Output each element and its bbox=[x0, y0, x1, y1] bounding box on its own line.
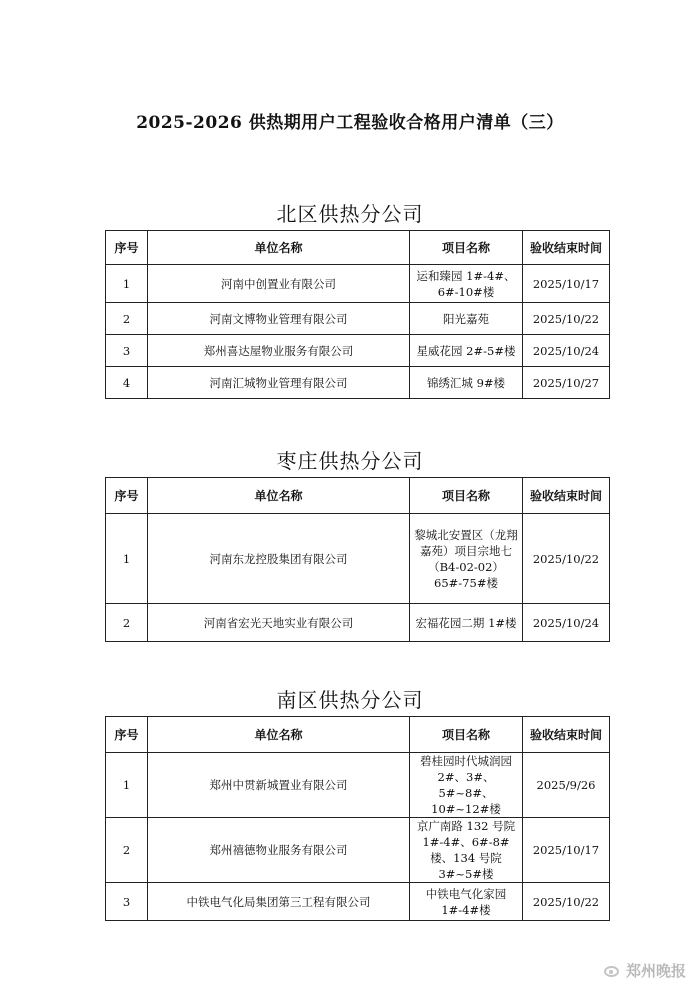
cell-date: 2025/10/17 bbox=[523, 818, 610, 883]
cell-unit: 河南汇城物业管理有限公司 bbox=[148, 367, 410, 399]
table-row bbox=[106, 335, 610, 367]
header-unit: 单位名称 bbox=[148, 478, 410, 514]
header-unit: 单位名称 bbox=[148, 717, 410, 753]
cell-project: 中铁电气化家园 1#-4#楼 bbox=[410, 883, 523, 921]
header-project: 项目名称 bbox=[410, 231, 523, 265]
cell-project: 京广南路 132 号院 1#-4#、6#-8#楼、134 号院 3#~5#楼 bbox=[410, 818, 523, 883]
cell-no: 4 bbox=[106, 367, 148, 399]
cell-no: 3 bbox=[106, 883, 148, 921]
cell-unit: 中铁电气化局集团第三工程有限公司 bbox=[148, 883, 410, 921]
cell-no: 1 bbox=[106, 514, 148, 604]
cell-no: 1 bbox=[106, 753, 148, 818]
table-header-row bbox=[106, 231, 610, 265]
header-unit: 单位名称 bbox=[148, 231, 410, 265]
table-south bbox=[105, 716, 610, 921]
section-title-north: 北区供热分公司 bbox=[276, 202, 424, 226]
table-row bbox=[106, 818, 610, 883]
table-row bbox=[106, 753, 610, 818]
weibo-icon bbox=[604, 964, 622, 978]
table-row bbox=[106, 265, 610, 303]
header-date: 验收结束时间 bbox=[523, 231, 610, 265]
cell-date: 2025/10/24 bbox=[523, 335, 610, 367]
cell-project: 运和臻园 1#-4#、6#-10#楼 bbox=[410, 265, 523, 303]
watermark bbox=[604, 960, 686, 981]
header-project: 项目名称 bbox=[410, 478, 523, 514]
table-row bbox=[106, 604, 610, 642]
cell-project: 黎城北安置区（龙翔嘉苑）项目宗地七（B4-02-02）65#-75#楼 bbox=[410, 514, 523, 604]
table-north bbox=[105, 230, 610, 399]
section-title-south: 南区供热分公司 bbox=[276, 688, 424, 712]
cell-unit: 郑州中贯新城置业有限公司 bbox=[148, 753, 410, 818]
cell-unit: 郑州禧德物业服务有限公司 bbox=[148, 818, 410, 883]
cell-no: 3 bbox=[106, 335, 148, 367]
table-row bbox=[106, 367, 610, 399]
table-row bbox=[106, 514, 610, 604]
header-no: 序号 bbox=[106, 478, 148, 514]
table-header-row bbox=[106, 717, 610, 753]
cell-date: 2025/10/22 bbox=[523, 514, 610, 604]
cell-date: 2025/10/22 bbox=[523, 883, 610, 921]
header-date: 验收结束时间 bbox=[523, 478, 610, 514]
cell-date: 2025/10/17 bbox=[523, 265, 610, 303]
cell-project: 碧桂园时代城润园 2#、3#、5#~8#、10#~12#楼 bbox=[410, 753, 523, 818]
cell-no: 2 bbox=[106, 604, 148, 642]
cell-unit: 河南中创置业有限公司 bbox=[148, 265, 410, 303]
section-title-zaozhuang: 枣庄供热分公司 bbox=[276, 449, 424, 473]
cell-no: 1 bbox=[106, 265, 148, 303]
table-zaozhuang bbox=[105, 477, 610, 642]
cell-project: 宏福花园二期 1#楼 bbox=[410, 604, 523, 642]
header-project: 项目名称 bbox=[410, 717, 523, 753]
cell-project: 星威花园 2#-5#楼 bbox=[410, 335, 523, 367]
table-header-row bbox=[106, 478, 610, 514]
cell-date: 2025/10/27 bbox=[523, 367, 610, 399]
cell-unit: 河南东龙控股集团有限公司 bbox=[148, 514, 410, 604]
watermark-text: 郑州晚报 bbox=[625, 962, 686, 980]
page-title: 2025-2026 供热期用户工程验收合格用户清单（三） bbox=[136, 113, 564, 133]
header-no: 序号 bbox=[106, 717, 148, 753]
cell-date: 2025/10/24 bbox=[523, 604, 610, 642]
table-row bbox=[106, 883, 610, 921]
header-date: 验收结束时间 bbox=[523, 717, 610, 753]
cell-project: 锦绣汇城 9#楼 bbox=[410, 367, 523, 399]
cell-project: 阳光嘉苑 bbox=[410, 303, 523, 335]
cell-date: 2025/10/22 bbox=[523, 303, 610, 335]
cell-date: 2025/9/26 bbox=[523, 753, 610, 818]
cell-no: 2 bbox=[106, 818, 148, 883]
cell-unit: 河南省宏光天地实业有限公司 bbox=[148, 604, 410, 642]
cell-no: 2 bbox=[106, 303, 148, 335]
cell-unit: 郑州喜达屋物业服务有限公司 bbox=[148, 335, 410, 367]
table-row bbox=[106, 303, 610, 335]
header-no: 序号 bbox=[106, 231, 148, 265]
cell-unit: 河南文博物业管理有限公司 bbox=[148, 303, 410, 335]
